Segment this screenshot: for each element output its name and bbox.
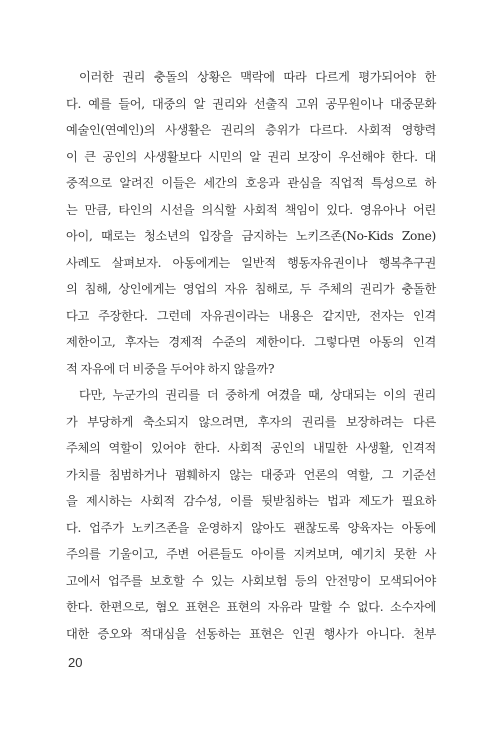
text-line: 가 부당하게 축소되지 않으려면, 후자의 권리를 보장하려는 다른 [66, 414, 436, 429]
text-line: 한다. 한편으로, 혐오 표현은 표현의 자유라 말할 수 없다. 소수자에 [66, 600, 436, 614]
text-line: 예술인(연예인)의 사생활은 권리의 층위가 다르다. 사회적 영향력 [66, 123, 436, 137]
text-line: 아이, 때로는 청소년의 입장을 금지하는 노키즈존(No-Kids Zone) [66, 229, 436, 243]
text-line: 이러한 권리 충돌의 상황은 맥락에 따라 다르게 평가되어야 한 [79, 70, 436, 84]
body-text [66, 64, 436, 647]
text-line: 는 만큼, 타인의 시선을 의식할 사회적 책임이 있다. 영유아나 어린 [66, 202, 436, 217]
paragraph-2 [66, 382, 436, 647]
text-line: 주체의 역할이 있어야 한다. 사회적 공인의 내밀한 사생활, 인격적 [66, 441, 436, 455]
text-line: 의 침해, 상인에게는 영업의 자유 침해로, 두 주체의 권리가 충돌한 [66, 282, 436, 296]
text-line: 을 제시하는 사회적 감수성, 이를 뒷받침하는 법과 제도가 필요하 [66, 494, 436, 508]
text-line: 다고 주장한다. 그런데 자유권이라는 내용은 같지만, 전자는 인격 [66, 308, 436, 323]
text-line: 대한 증오와 적대심을 선동하는 표현은 인권 행사가 아니다. 천부 [66, 626, 436, 641]
text-line: 이 큰 공인의 사생활보다 시민의 알 권리 보장이 우선해야 한다. 대 [66, 149, 436, 164]
text-line: 다. 예를 들어, 대중의 알 권리와 선출직 고위 공무원이나 대중문화 [66, 96, 436, 111]
text-line: 중적으로 알려진 이들은 세간의 호응과 관심을 직업적 특성으로 하 [66, 176, 436, 190]
page-number: 20 [68, 655, 83, 670]
text-line: 제한이고, 후자는 경제적 수준의 제한이다. 그렇다면 아동의 인격 [66, 335, 436, 349]
text-line: 고에서 업주를 보호할 수 있는 사회보험 등의 안전망이 모색되어야 [66, 573, 436, 588]
text-line: 사례도 살펴보자. 아동에게는 일반적 행동자유권이나 행복추구권 [66, 255, 436, 270]
text-line: 주의를 기울이고, 주변 어른들도 아이를 지켜보며, 예기치 못한 사 [66, 547, 436, 561]
paragraph-1 [66, 64, 436, 382]
text-line: 가치를 침범하거나 폄훼하지 않는 대중과 언론의 역할, 그 기준선 [66, 467, 436, 482]
text-line: 다만, 누군가의 권리를 더 중하게 여겼을 때, 상대되는 이의 권리 [79, 388, 436, 402]
text-line: 적 자유에 더 비중을 두어야 하지 않을까? [66, 361, 275, 376]
text-line: 다. 업주가 노키즈존을 운영하지 않아도 괜찮도록 양육자는 아동에 [66, 520, 436, 535]
